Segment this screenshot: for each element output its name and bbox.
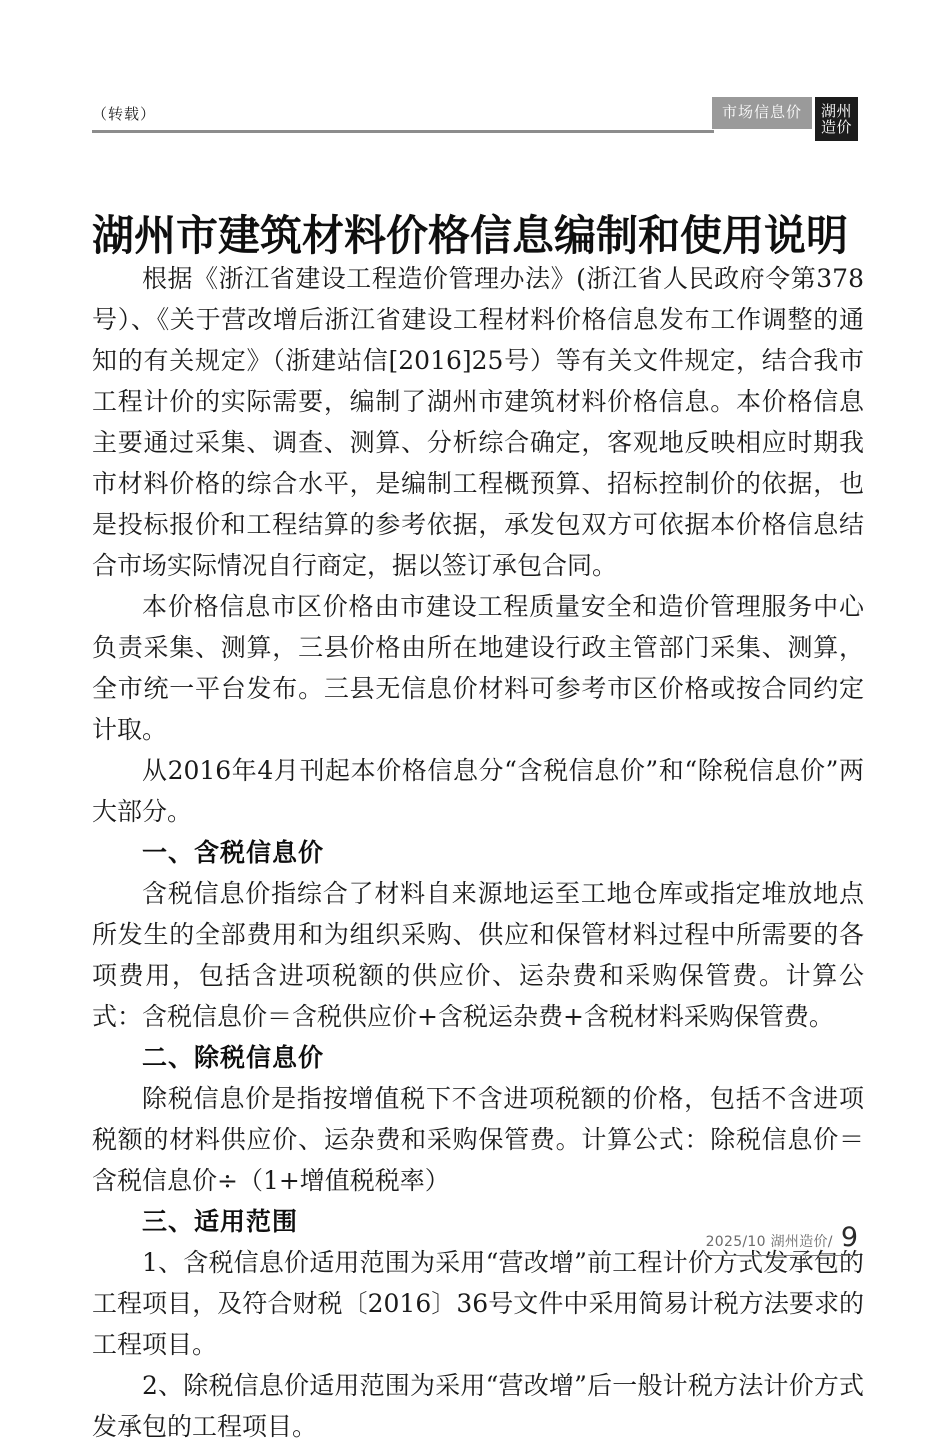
publication-badge-line2: 造价 <box>820 118 852 136</box>
body-paragraph: 从2016年4月刊起本价格信息分“含税信息价”和“除税信息价”两大部分。 <box>92 756 864 826</box>
body-paragraph: 含税信息价指综合了材料自来源地运至工地仓库或指定堆放地点所发生的全部费用和为组织采购、供应和保管材料过程中所需要的各项费用，包括含进项税额的供应价、运杂费和采购保管费。计算公式：含税信息价＝含税供应价+含税运杂费+含税材料采购保管费。 <box>92 879 864 1031</box>
section-heading: 一、含税信息价 <box>142 838 325 867</box>
body-paragraph: 2、除税信息价适用范围为采用“营改增”后一般计税方法计价方式发承包的工程项目。 <box>92 1371 864 1441</box>
footer-meta: 2025/10 湖州造价/ <box>705 1234 833 1250</box>
category-badge: 市场信息价 <box>712 97 812 129</box>
footer-line <box>706 1224 858 1256</box>
running-head-rule <box>92 130 714 133</box>
body-paragraph: 本价格信息市区价格由市建设工程质量安全和造价管理服务中心负责采集、测算，三县价格由所在地建设行政主管部门采集、测算，全市统一平台发布。三县无信息价材料可参考市区价格或按合同约定计取。 <box>92 592 864 744</box>
document-body <box>92 258 864 1447</box>
page-number: 9 <box>840 1222 858 1253</box>
page-footer <box>706 1224 858 1256</box>
running-head-badges <box>712 97 858 141</box>
body-paragraph: 根据《浙江省建设工程造价管理办法》(浙江省人民政府令第378号）、《关于营改增后浙江省建设工程材料价格信息发布工作调整的通知的有关规定》（浙建站信[2016]25号）等有关文件规定，结合我市工程计价的实际需要，编制了湖州市建筑材料价格信息。本价格信息主要通过采集、调查、测算、分析综合确定，客观地反映相应时期我市材料价格的综合水平，是编制工程概预算、招标控制价的依据，也是投标报价和工程结算的参考依据，承发包双方可依据本价格信息结合市场实际情况自行商定，据以签订承包合同。 <box>92 264 864 580</box>
body-paragraph: 除税信息价是指按增值税下不含进项税额的价格，包括不含进项税额的材料供应价、运杂费和采购保管费。计算公式：除税信息价＝含税信息价÷（1+增值税税率） <box>92 1084 864 1195</box>
body-paragraph: 1、含税信息价适用范围为采用“营改增”前工程计价方式发承包的工程项目，及符合财税〔2016〕36号文件中采用简易计税方法要求的工程项目。 <box>92 1248 864 1359</box>
running-head-label: （转载） <box>92 105 157 123</box>
section-heading: 三、适用范围 <box>142 1207 299 1236</box>
publication-badge <box>815 97 858 141</box>
page-title: 湖州市建筑材料价格信息编制和使用说明 <box>92 211 849 261</box>
running-head <box>92 100 858 146</box>
section-heading: 二、除税信息价 <box>142 1043 325 1072</box>
publication-badge-line1: 湖州 <box>820 102 852 120</box>
